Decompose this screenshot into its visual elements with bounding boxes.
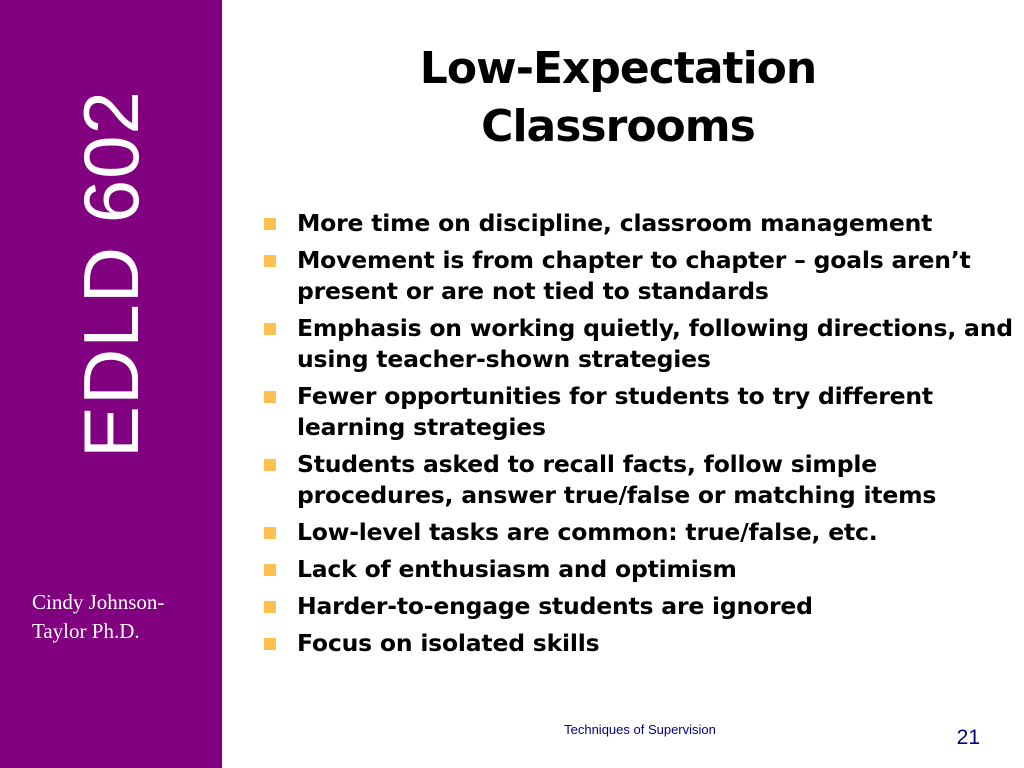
bullet-text: Low-level tasks are common: true/false, etc. bbox=[297, 518, 878, 546]
bullet-item bbox=[258, 381, 1014, 443]
bullet-text: Focus on isolated skills bbox=[297, 629, 600, 657]
slide-title: Low-Expectation Classrooms bbox=[419, 43, 817, 152]
bullet-text: More time on discipline, classroom management bbox=[297, 209, 933, 237]
bullet-item bbox=[258, 591, 1014, 622]
bullet-text: Movement is from chapter to chapter – goals aren’t present or are not tied to standards bbox=[297, 246, 971, 305]
bullet-text: Harder-to-engage students are ignored bbox=[297, 592, 813, 620]
footer-text: Techniques of Supervision bbox=[564, 722, 716, 737]
square-bullet-icon bbox=[264, 255, 276, 267]
bullet-item bbox=[258, 628, 1014, 659]
course-code: EDLD 602 bbox=[67, 90, 155, 458]
sidebar-panel bbox=[0, 0, 222, 768]
square-bullet-icon bbox=[264, 601, 276, 613]
bullet-list bbox=[258, 208, 1014, 665]
bullet-text: Emphasis on working quietly, following directions, and using teacher-shown strategies bbox=[297, 314, 1013, 373]
square-bullet-icon bbox=[264, 218, 276, 230]
bullet-text: Students asked to recall facts, follow simple procedures, answer true/false or matching items bbox=[297, 450, 937, 509]
bullet-item bbox=[258, 245, 1014, 307]
square-bullet-icon bbox=[264, 638, 276, 650]
bullet-item bbox=[258, 449, 1014, 511]
bullet-text: Lack of enthusiasm and optimism bbox=[297, 555, 737, 583]
square-bullet-icon bbox=[264, 391, 276, 403]
square-bullet-icon bbox=[264, 323, 276, 335]
page-number: 21 bbox=[956, 726, 980, 749]
bullet-item bbox=[258, 313, 1014, 375]
square-bullet-icon bbox=[264, 564, 276, 576]
bullet-text: Fewer opportunities for students to try different learning strategies bbox=[297, 382, 933, 441]
bullet-item bbox=[258, 517, 1014, 548]
author-name: Cindy Johnson-Taylor Ph.D. bbox=[32, 590, 165, 643]
bullet-item bbox=[258, 554, 1014, 585]
bullet-item bbox=[258, 208, 1014, 239]
square-bullet-icon bbox=[264, 459, 276, 471]
square-bullet-icon bbox=[264, 527, 276, 539]
